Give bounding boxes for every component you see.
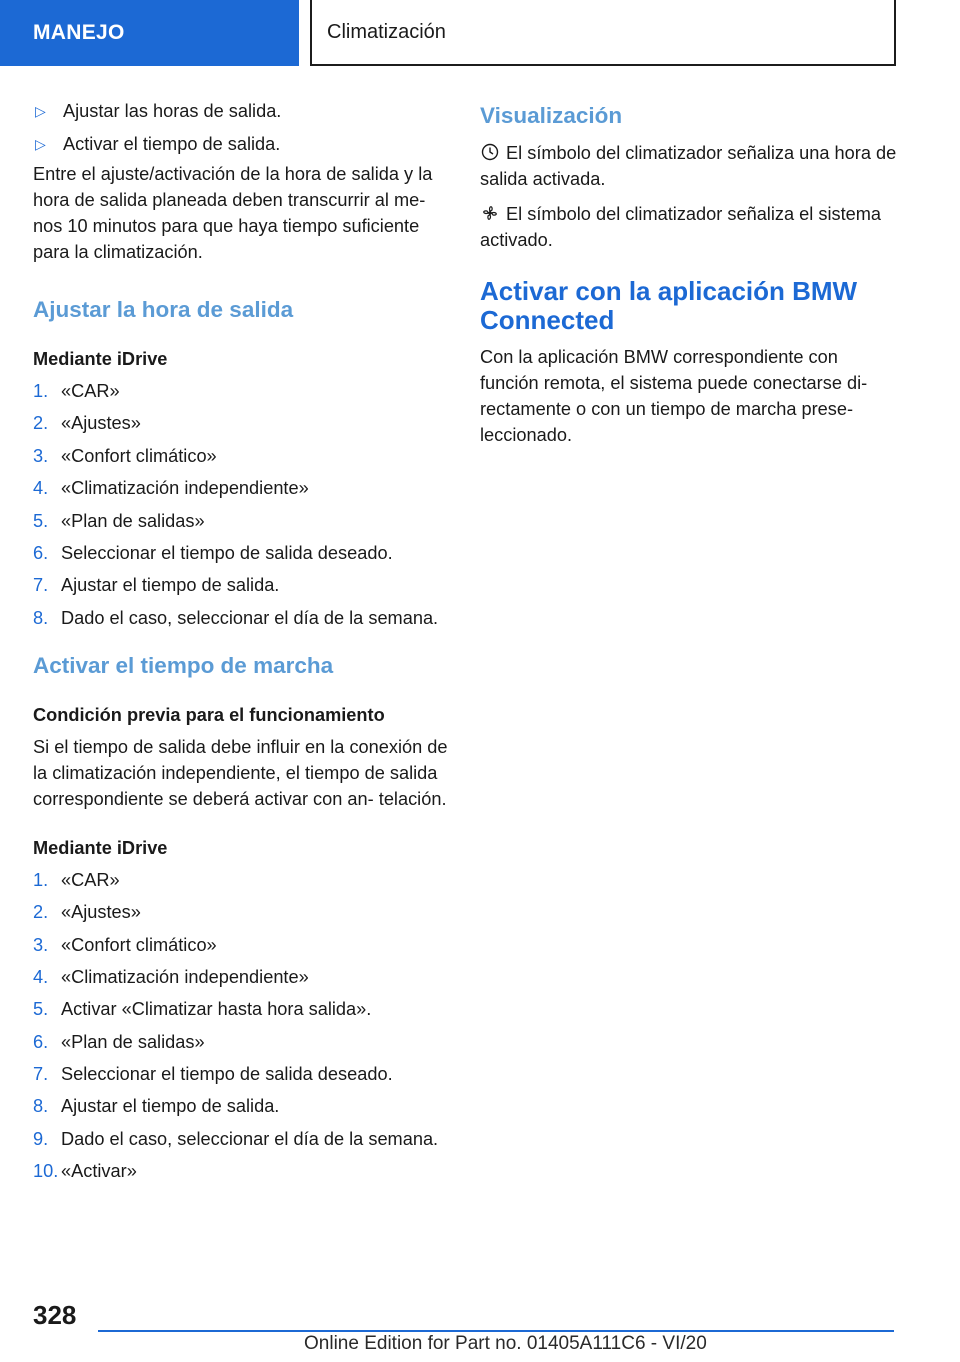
step-item [33, 1126, 451, 1152]
step-number: 6. [33, 1031, 49, 1052]
step-item [33, 378, 451, 404]
step-number: 5. [33, 999, 49, 1020]
chapter-title-tab [310, 0, 896, 66]
triangle-bullet-icon: ▷ [35, 103, 46, 119]
step-text: «Ajustes» [61, 413, 141, 434]
step-number: 5. [33, 510, 49, 531]
section-heading: Ajustar la hora de salida [33, 297, 294, 322]
step-item [33, 1093, 451, 1119]
step-number: 1. [33, 869, 49, 890]
step-item [33, 1029, 451, 1055]
page-number: 328 [33, 1300, 77, 1330]
section-label: MANEJO [33, 21, 125, 44]
triangle-bullet-icon: ▷ [35, 136, 46, 152]
step-item [33, 572, 451, 598]
step-text: Seleccionar el tiempo de salida deseado. [61, 1064, 393, 1085]
subheading: Condición previa para el funcionamiento [33, 704, 385, 725]
bullet-text: Activar el tiempo de salida. [63, 134, 281, 154]
step-item [33, 475, 451, 501]
step-number: 4. [33, 966, 49, 987]
section-heading: Activar el tiempo de marcha [33, 652, 334, 678]
steps-list [33, 378, 451, 631]
footer-divider [98, 1330, 894, 1332]
fan-icon [480, 203, 500, 223]
step-item [33, 1158, 451, 1184]
step-text: «Activar» [61, 1161, 137, 1182]
step-text: «Climatización independiente» [61, 966, 309, 987]
step-text: «Climatización independiente» [61, 478, 309, 499]
step-number: 3. [33, 934, 49, 955]
step-item [33, 996, 451, 1022]
step-item [33, 443, 451, 469]
step-item [33, 1061, 451, 1087]
section-heading: Activar con la aplicación BMW Connected [480, 276, 858, 335]
step-text: Dado el caso, seleccionar el día de la semana. [61, 1128, 439, 1149]
step-number: 3. [33, 445, 49, 466]
condition-paragraph: Si el tiempo de salida debe influir en la conexión de la climatización independiente, el tiempo de salida correspondiente se deberá activar con an- telación. [33, 736, 448, 809]
left-column [33, 98, 451, 1191]
step-text: «CAR» [61, 381, 120, 401]
step-text: «Ajustes» [61, 902, 141, 923]
step-item [33, 867, 451, 893]
step-number: 6. [33, 542, 49, 563]
step-number: 2. [33, 413, 49, 434]
step-item [33, 508, 451, 534]
app-paragraph: Con la aplicación BMW correspondiente con función remota, el sistema puede conectarse di- rectamente o con un tiempo de marcha prese- leccionado. [480, 347, 868, 445]
step-text: «Plan de salidas» [61, 1031, 205, 1052]
step-text: Seleccionar el tiempo de salida deseado. [61, 542, 393, 563]
right-column [480, 98, 898, 448]
section-tab [0, 0, 299, 66]
step-text: Ajustar el tiempo de salida. [61, 575, 280, 596]
step-item [33, 605, 451, 631]
step-text: «Confort climático» [61, 934, 217, 955]
visual-text-2: El símbolo del climatizador señaliza el sistema activado. [480, 204, 882, 250]
step-item [33, 932, 451, 958]
step-number: 7. [33, 575, 49, 596]
section-heading: Visualización [480, 103, 623, 128]
step-number: 10. [33, 1161, 59, 1182]
step-number: 8. [33, 1096, 49, 1117]
visual-paragraph-1 [480, 140, 898, 192]
step-item [33, 410, 451, 436]
step-number: 9. [33, 1128, 49, 1149]
step-number: 1. [33, 381, 49, 401]
step-number: 4. [33, 478, 49, 499]
list-item [33, 98, 451, 124]
step-item [33, 899, 451, 925]
step-text: «Plan de salidas» [61, 510, 205, 531]
clock-icon [480, 142, 500, 162]
step-text: «Confort climático» [61, 445, 217, 466]
visual-paragraph-2 [480, 201, 898, 253]
intro-paragraph: Entre el ajuste/activación de la hora de salida y la hora de salida planeada deben transcurrir al me- nos 10 minutos para que haya tiempo suficiente para la climatización. [33, 164, 433, 262]
step-number: 8. [33, 607, 49, 628]
step-text: Dado el caso, seleccionar el día de la semana. [61, 607, 439, 628]
subheading: Mediante iDrive [33, 837, 168, 858]
step-item [33, 540, 451, 566]
step-item [33, 964, 451, 990]
step-number: 2. [33, 902, 49, 923]
edition-note: Online Edition for Part no. 01405A111C6 - VI/20 [304, 1333, 707, 1354]
visual-text-1: El símbolo del climatizador señaliza una hora de salida activada. [480, 143, 897, 189]
step-text: Activar «Climatizar hasta hora salida». [61, 999, 372, 1020]
chapter-title: Climatización [327, 20, 446, 43]
subheading: Mediante iDrive [33, 349, 168, 369]
bullet-text: Ajustar las horas de salida. [63, 101, 282, 121]
steps-list [33, 867, 451, 1185]
list-item [33, 131, 451, 157]
step-number: 7. [33, 1064, 49, 1085]
step-text: Ajustar el tiempo de salida. [61, 1096, 280, 1117]
step-text: «CAR» [61, 869, 120, 890]
